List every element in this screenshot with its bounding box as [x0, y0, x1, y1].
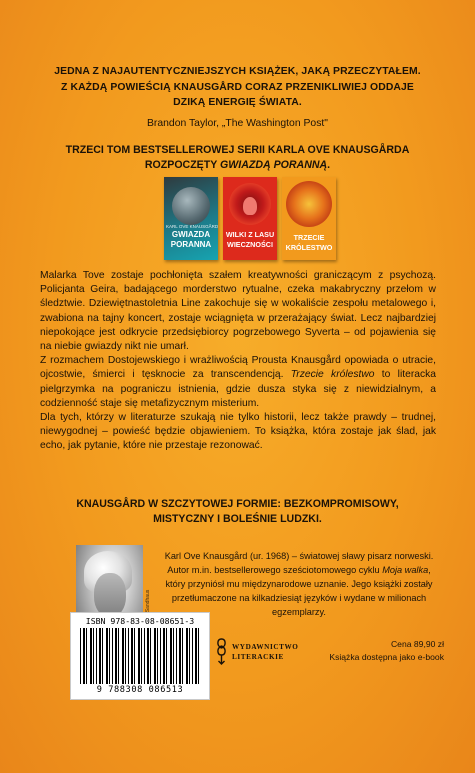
- book-cover-title: [166, 230, 216, 250]
- quote-line-3: DZIKĄ ENERGIĘ ŚWIATA.: [173, 97, 302, 108]
- description-paragraph-3: Dla tych, którzy w literaturze szukają nie tylko historii, lecz także prawdy – trudnej, niewygodnej – powieść będzie objawieniem. To książka, która zostaje jak ślad, jak echo, jak pytanie, które nie przestaje rezonować.: [40, 412, 436, 452]
- quote-line-2: Z KAŻDĄ POWIEŚCIĄ KNAUSGÅRD CORAZ PRZENIKLIWIEJ ODDAJE: [61, 81, 414, 93]
- description-paragraph-2: [40, 354, 436, 411]
- series-line-2-prefix: ROZPOCZĘTY: [144, 159, 221, 171]
- isbn-barcode: [70, 612, 210, 700]
- book-title-line-2: PORANNA: [170, 240, 212, 249]
- book-cover-gwiazda-poranna: [164, 177, 218, 260]
- book-description: [40, 269, 436, 454]
- book-cover-title: [284, 233, 334, 253]
- bio-text: Karl Ove Knausgård (ur. 1968) – światowej sławy pisarz norweski. Autor m.in. bestsellerowego sześciotomowego cyklu: [164, 551, 434, 575]
- quote-attribution: Brandon Taylor, „The Washington Post": [146, 118, 328, 129]
- publisher-name-line-2: LITERACKIE: [232, 653, 284, 661]
- publisher-name: [232, 642, 299, 662]
- series-line-1: TRZECI TOM BESTSELLEROWEJ SERII KARLA OVE KNAUSGÅRDA: [65, 144, 410, 156]
- review-quote: [40, 64, 435, 111]
- tagline-line-1: KNAUSGÅRD W SZCZYTOWEJ FORMIE: BEZKOMPROMISOWY,: [76, 498, 399, 510]
- price-label: Cena 89,90 zł: [390, 639, 444, 649]
- book-title-line-1: WILKI Z LASU: [225, 230, 275, 239]
- publisher-logo-icon: [215, 638, 228, 666]
- ebook-note: Książka dostępna jako e-book: [329, 652, 444, 662]
- cover-art-detail: [243, 197, 257, 215]
- bio-series-title: Moja walka: [382, 565, 429, 575]
- tagline-line-2: MISTYCZNY I BOLEŚNIE LUDZKI.: [153, 513, 322, 525]
- series-covers: [0, 177, 475, 263]
- author-bio: [158, 549, 440, 619]
- barcode-bars: [80, 628, 200, 684]
- series-line-2-suffix: .: [327, 159, 331, 171]
- author-photo-face: [94, 573, 126, 617]
- price-block: [300, 638, 444, 664]
- publisher-name-line-1: WYDAWNICTWO: [232, 643, 299, 651]
- cover-art-sun: [286, 181, 332, 227]
- book-title-line-2: WIECZNOŚCI: [227, 240, 273, 249]
- book-cover-wilki-z-lasu-wiecznosci: [223, 177, 277, 260]
- book-cover-title: [225, 230, 275, 250]
- book-title-line-1: TRZECIE: [293, 233, 325, 242]
- cover-art-planet: [172, 187, 210, 225]
- series-first-title: GWIAZDĄ PORANNĄ: [220, 159, 328, 171]
- description-text: to literacka pielgrzymka na pograniczu istnienia, gdzie dusza styka się z niewidzialnym, a codzienność staje się metafizycznym misterium.: [40, 369, 436, 409]
- book-cover-author: KARL OVE KNAUSGÅRD: [166, 224, 218, 229]
- book-title-line-1: GWIAZDA: [171, 230, 211, 239]
- publisher-logo-block: [215, 636, 305, 676]
- book-cover-trzecie-krolestwo: [282, 177, 336, 260]
- description-paragraph-1: Malarka Tove zostaje pochłonięta szałem kreatywności graniczącym z psychozą. Policjanta Geira, badającego morderstwo rytualne, czeka makabryczny przełom w śledztwie. Dziewiętnastoletnia Line zakochuje się w wokaliście zespołu metalowego i, zwabiona na tajny koncert, zostaje wciągnięta w przerażający świat. Lecz najbardziej niepokojące jest odkrycie przedsiębiorcy pogrzebowego Syverta – od pojawienia się na niebie gwiazdy nikt nie umarł.: [40, 270, 436, 353]
- bio-text: , który przyniósł mu międzynarodowe uznanie. Jego książki zostały przetłumaczone na kilkadziesiąt języków i wydane w milionach egzemplarzy.: [165, 565, 433, 617]
- quote-line-1: JEDNA Z NAJAUTENTYCZNIEJSZYCH KSIĄŻEK, JAKĄ PRZECZYTAŁEM.: [54, 66, 421, 77]
- tagline: [40, 497, 435, 527]
- description-book-title: Trzecie królestwo: [290, 369, 375, 381]
- barcode-digits: 9 788308 086513: [96, 685, 184, 695]
- book-title-line-2: KRÓLESTWO: [285, 243, 333, 252]
- isbn-number: ISBN 978-83-08-08651-3: [85, 616, 195, 626]
- series-note: [40, 143, 435, 173]
- description-text: Z rozmachem Dostojewskiego i wrażliwością Prousta Knausgård opowiada o utracie, ojcostwie, śmierci i tęsknocie za transcendencją.: [40, 355, 436, 381]
